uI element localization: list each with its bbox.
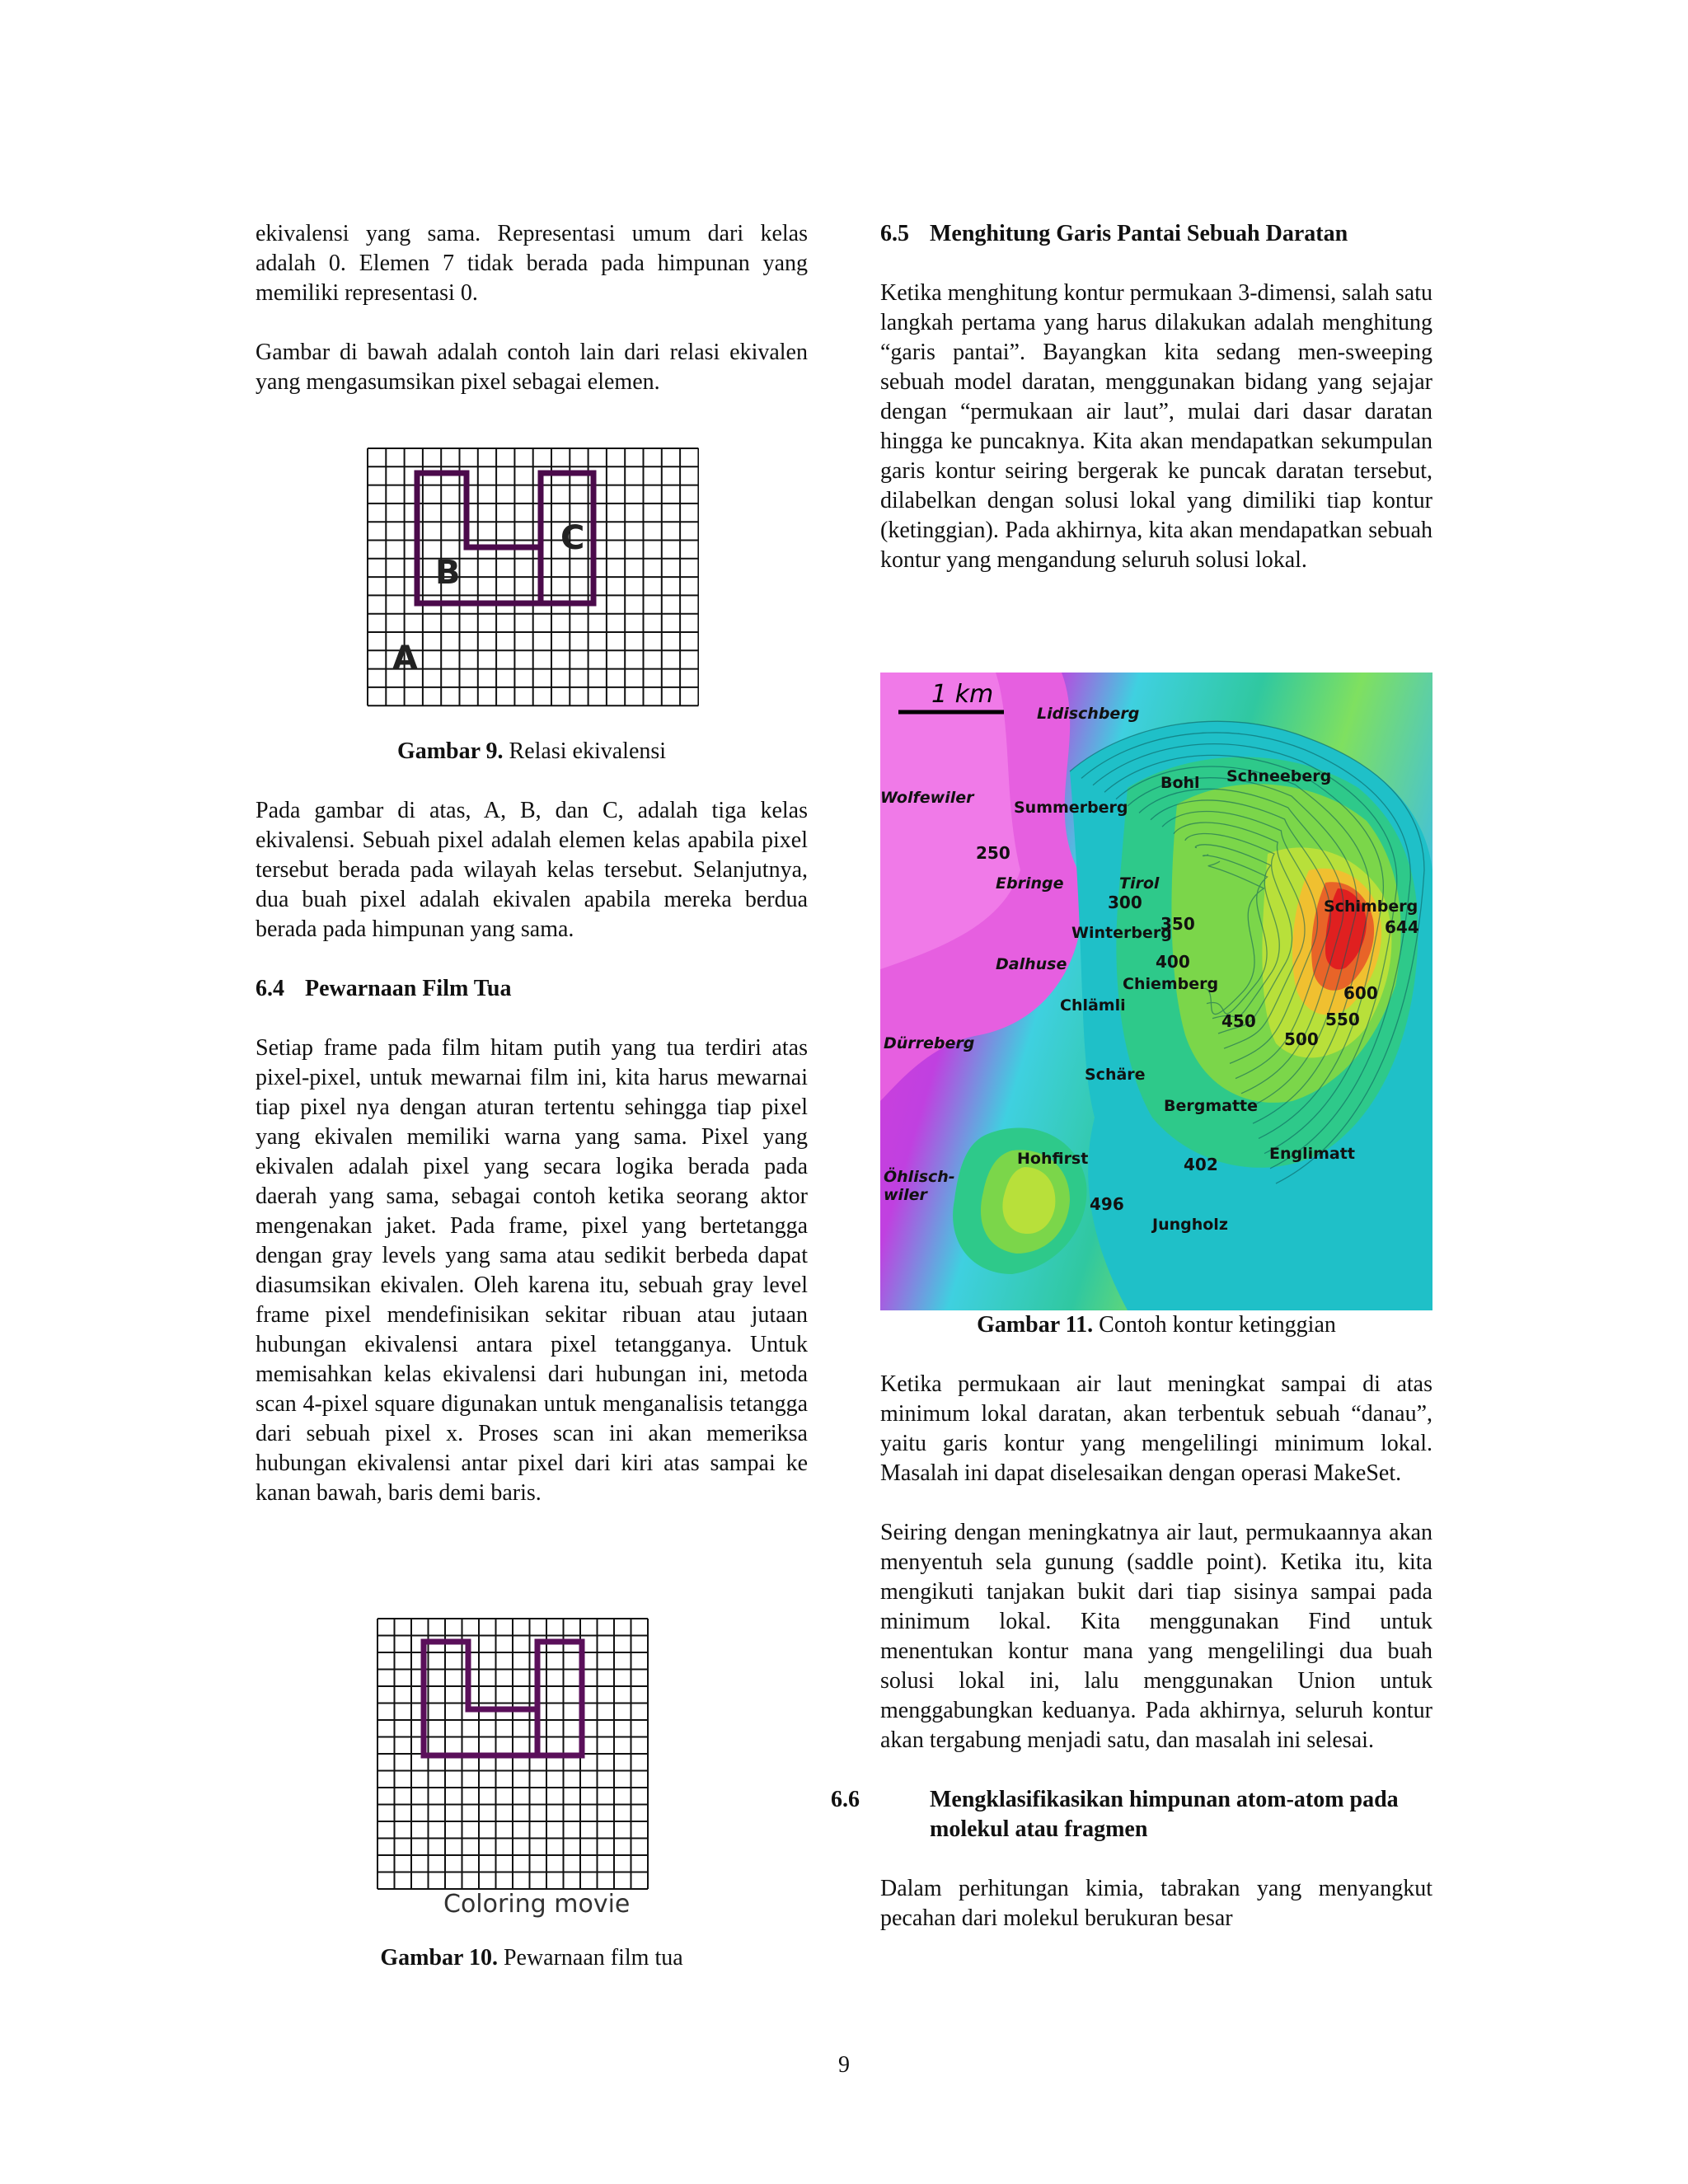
map-elevation-label: 400 bbox=[1156, 952, 1190, 972]
left-paragraph-2: Gambar di bawah adalah contoh lain dari relasi ekivalen yang mengasumsikan pixel sebagai elemen. bbox=[256, 340, 808, 395]
map-elevation-label: 402 bbox=[1184, 1155, 1218, 1174]
coloring-movie-label: Coloring movie bbox=[443, 1890, 631, 1919]
colored-region-outline bbox=[424, 1642, 582, 1755]
caption-label: Gambar 9. bbox=[396, 738, 504, 764]
map-place-label: Summerberg bbox=[1014, 799, 1128, 817]
map-place-label: Chlämli bbox=[1060, 996, 1126, 1015]
map-place-label: Öhlisch- bbox=[884, 1168, 955, 1186]
left-column bbox=[256, 219, 808, 397]
section-number: 6.4 bbox=[256, 976, 284, 1001]
caption-text: Contoh kontur ketinggian bbox=[1093, 1312, 1336, 1338]
map-place-label: Lidischberg bbox=[1037, 705, 1140, 723]
figure-11-contour-map bbox=[880, 673, 1432, 1310]
left-paragraph-3: Pada gambar di atas, A, B, dan C, adalah tiga kelas ekivalensi. Sebuah pixel adalah elemen kelas apabila pixel tersebut berada pada wilayah kelas tersebut. Selanjutnya, dua buah pixel adalah ekivalen apabila mereka berdua berada pada himpunan yang sama. bbox=[256, 798, 808, 942]
map-elevation-label: 550 bbox=[1325, 1010, 1360, 1029]
section-6-4-heading bbox=[256, 974, 808, 1004]
map-place-label: Chiemberg bbox=[1123, 975, 1219, 993]
map-place-label: Englimatt bbox=[1269, 1145, 1355, 1163]
right-paragraph-1: Ketika menghitung kontur permukaan 3-dimensi, salah satu langkah pertama yang harus dilakukan adalah menghitung “garis pantai”. Bayangkan kita sedang men-sweeping sebuah model daratan, menggunakan bidang yang sejajar dengan “permukaan air laut”, mulai dari dasar daratan hingga ke puncaknya. Kita akan mendapatkan sekumpulan garis kontur seiring bergerak ke puncak daratan tersebut, dilabelkan dengan solusi lokal yang dimiliki tiap kontur (ketinggian). Pada akhirnya, kita akan mendapatkan sebuah kontur yang mengandung seluruh solusi lokal. bbox=[880, 280, 1432, 573]
right-column-lower bbox=[831, 1370, 1432, 1933]
map-place-label: Ebringe bbox=[996, 874, 1064, 893]
map-place-label: Winterberg bbox=[1071, 924, 1172, 942]
scale-label: 1 km bbox=[931, 680, 994, 709]
map-elevation-label: 450 bbox=[1221, 1011, 1256, 1031]
left-paragraph-1: ekivalensi yang sama. Representasi umum dari kelas adalah 0. Elemen 7 tidak berada pada himpunan yang memiliki representasi 0. bbox=[256, 221, 808, 306]
section-6-6-heading bbox=[831, 1785, 1432, 1844]
figure-9-caption bbox=[256, 737, 808, 766]
section-6-5-heading bbox=[880, 219, 1432, 249]
right-paragraph-2: Ketika permukaan air laut meningkat sampai di atas minimum lokal daratan, akan terbentuk sebuah “danau”, yaitu garis kontur yang mengelilingi minimum lokal. Masalah ini dapat diselesaikan dengan operasi MakeSet. bbox=[880, 1371, 1432, 1486]
map-elevation-label: 350 bbox=[1160, 914, 1195, 934]
map-place-label: wiler bbox=[884, 1186, 927, 1204]
map-place-label: Tirol bbox=[1119, 874, 1160, 893]
figure-10-caption bbox=[256, 1943, 808, 1973]
label-c: C bbox=[560, 519, 585, 557]
left-paragraph-4: Setiap frame pada film hitam putih yang tua terdiri atas pixel-pixel, untuk mewarnai film ini, kita harus mewarnai tiap pixel nya dengan aturan tertentu sehingga tiap pixel yang ekivalen memiliki warna yang sama. Pixel yang ekivalen adalah pixel yang secara logika berada pada daerah yang sama, sebagai contoh ketika seorang aktor mengenakan jaket. Pada frame, pixel yang bertetangga dengan gray levels yang sama atau sedikit berbeda dapat diasumsikan ekivalen. Oleh karena itu, sebuah gray level frame pixel mendefinisikan sekitar ribuan atau jutaan hubungan ekivalensi antara pixel tetangganya. Untuk memisahkan kelas ekivalensi dari hubungan ini, metoda scan 4-pixel square digunakan untuk menganalisis tetangga dari sebuah pixel x. Proses scan ini akan memeriksa hubungan ekivalensi antar pixel dari kiri atas sampai ke kanan bawah, baris demi baris. bbox=[256, 1035, 808, 1506]
label-a: A bbox=[392, 640, 418, 677]
caption-label: Gambar 11. bbox=[977, 1312, 1094, 1338]
left-column-mid bbox=[256, 796, 808, 1508]
section-number: 6.6 bbox=[831, 1787, 860, 1812]
figure-9-grid bbox=[366, 447, 699, 707]
right-paragraph-4: Dalam perhitungan kimia, tabrakan yang menyangkut pecahan dari molekul berukuran besar bbox=[880, 1876, 1432, 1931]
page-number: 9 bbox=[838, 2052, 850, 2078]
map-elevation-label: 500 bbox=[1284, 1029, 1319, 1049]
map-place-label: Hohfirst bbox=[1017, 1150, 1089, 1168]
caption-text: Pewarnaan film tua bbox=[497, 1945, 683, 1971]
map-place-label: Schneeberg bbox=[1226, 767, 1332, 785]
caption-label: Gambar 10. bbox=[380, 1945, 498, 1971]
map-place-label: Dürreberg bbox=[884, 1034, 975, 1052]
map-place-label: Bohl bbox=[1160, 774, 1200, 792]
section-title: Menghitung Garis Pantai Sebuah Daratan bbox=[930, 221, 1348, 246]
caption-text: Relasi ekivalensi bbox=[503, 738, 667, 764]
map-place-label: Schimberg bbox=[1324, 898, 1418, 916]
section-title: Mengklasifikasikan himpunan atom-atom pada molekul atau fragmen bbox=[930, 1787, 1399, 1842]
map-elevation-label: 600 bbox=[1343, 983, 1378, 1003]
map-elevation-label: 644 bbox=[1385, 917, 1419, 937]
right-column bbox=[880, 219, 1432, 575]
map-place-label: Schäre bbox=[1085, 1066, 1146, 1084]
figure-10-grid bbox=[376, 1617, 681, 1929]
map-place-label: Jungholz bbox=[1152, 1216, 1228, 1234]
label-b: B bbox=[435, 554, 461, 592]
figure-11-caption bbox=[880, 1310, 1432, 1340]
map-elevation-label: 250 bbox=[976, 843, 1010, 863]
map-place-label: Wolfewiler bbox=[880, 789, 974, 807]
section-title: Pewarnaan Film Tua bbox=[305, 976, 512, 1001]
map-elevation-label: 496 bbox=[1090, 1194, 1124, 1214]
map-place-label: Dalhuse bbox=[996, 955, 1067, 973]
right-paragraph-3: Seiring dengan meningkatnya air laut, permukaannya akan menyentuh sela gunung (saddle point). Ketika itu, kita mengikuti tanjakan bukit dari tiap sisinya sampai pada minimum lokal. Kita menggunakan Find untuk menentukan kontur mana yang mengelilingi dua buah solusi lokal ini, lalu menggunakan Union untuk menggabungkan keduanya. Pada akhirnya, seluruh kontur akan tergabung menjadi satu, dan masalah ini selesai. bbox=[880, 1520, 1432, 1753]
map-elevation-label: 300 bbox=[1108, 893, 1142, 912]
section-number: 6.5 bbox=[880, 221, 909, 246]
map-place-label: Bergmatte bbox=[1164, 1097, 1259, 1115]
